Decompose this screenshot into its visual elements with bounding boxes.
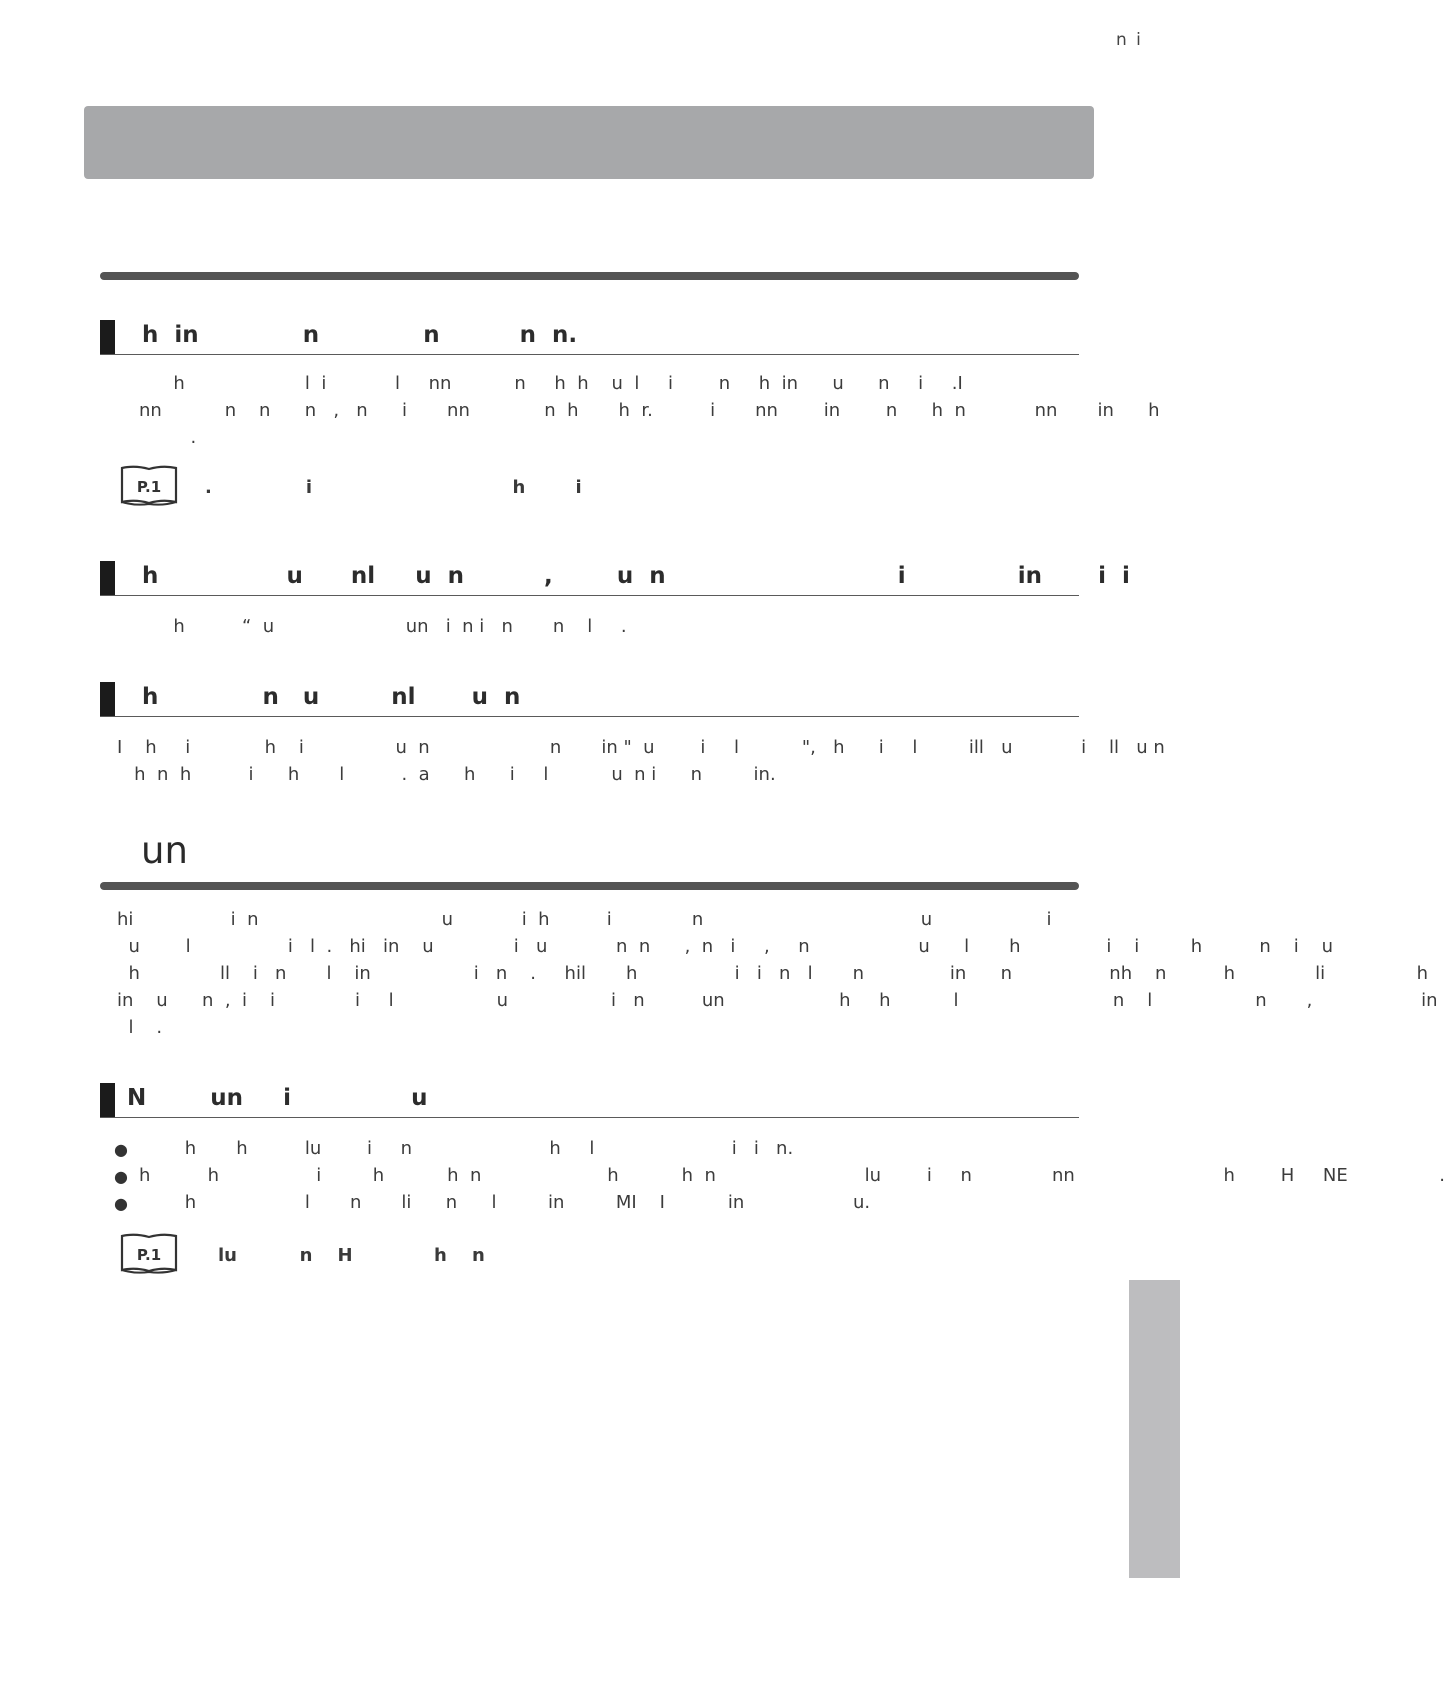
bullet-item: h h i h h n h h n lu i n nn h H NE . xyxy=(139,1165,1445,1186)
heading-marker xyxy=(100,320,115,354)
heading-marker xyxy=(100,682,115,716)
body-text-line: in u n , i i i l u i n un h h l n l n , in xyxy=(117,990,1438,1011)
body-text-line: h l i l nn n h h u l i n h in u n i .I xyxy=(139,373,963,394)
body-text-line: . xyxy=(139,427,197,448)
section-rule xyxy=(100,882,1079,890)
reference-text[interactable]: . i h i xyxy=(205,477,582,498)
open-book-icon xyxy=(120,465,178,507)
open-book-icon xyxy=(120,1233,178,1275)
subsection-heading xyxy=(100,320,1079,355)
bullet-dot: ● xyxy=(114,1140,128,1159)
reference-page-label: P.1 xyxy=(136,478,162,496)
subsection-heading-text: h in n n n n. xyxy=(142,322,578,348)
body-text-line: I h i h i u n n in " u i l ", h i l ill u i ll u n xyxy=(117,737,1165,758)
body-text-line: hi i n u i h i n u i xyxy=(117,909,1052,930)
body-text-line: h “ u un i n i n n l . xyxy=(139,616,627,637)
subsection-heading xyxy=(100,682,1079,717)
heading-marker xyxy=(100,561,115,595)
chapter-header-band xyxy=(84,106,1094,179)
subsection-heading-text: N un i u xyxy=(127,1085,428,1111)
bullet-item: h h lu i n h l i i n. xyxy=(139,1138,794,1159)
page-identifier: n i xyxy=(1116,30,1143,50)
reference-page-label: P.1 xyxy=(136,1246,162,1264)
section-rule xyxy=(100,272,1079,280)
subsection-heading-text: h n u nl u n xyxy=(142,684,521,710)
bullet-item: h l n li n l in MI I in u. xyxy=(139,1192,871,1213)
bullet-dot: ● xyxy=(114,1194,128,1213)
subsection-heading xyxy=(100,561,1130,596)
subsection-heading xyxy=(100,1083,1079,1118)
body-text-line: l . xyxy=(117,1017,163,1038)
subsection-heading-text: h u nl u n , u n i in i i xyxy=(142,563,1130,589)
heading-marker xyxy=(100,1083,115,1117)
body-text-line: h n h i h l . a h i l u n i n in. xyxy=(117,764,776,785)
bullet-dot: ● xyxy=(114,1167,128,1186)
section-title: un xyxy=(141,829,188,872)
chapter-index-tab[interactable] xyxy=(1129,1280,1180,1578)
body-text-line: u l i l . hi in u i u n n , n i , n u l h i i h n i u xyxy=(117,936,1334,957)
body-text-line: nn n n n , n i nn n h h r. i nn in n h n nn in h xyxy=(139,400,1160,421)
body-text-line: h ll i n l in i n . hil h i i n l n in n nh n h li h xyxy=(117,963,1429,984)
reference-text[interactable]: lu n H h n xyxy=(218,1245,485,1266)
